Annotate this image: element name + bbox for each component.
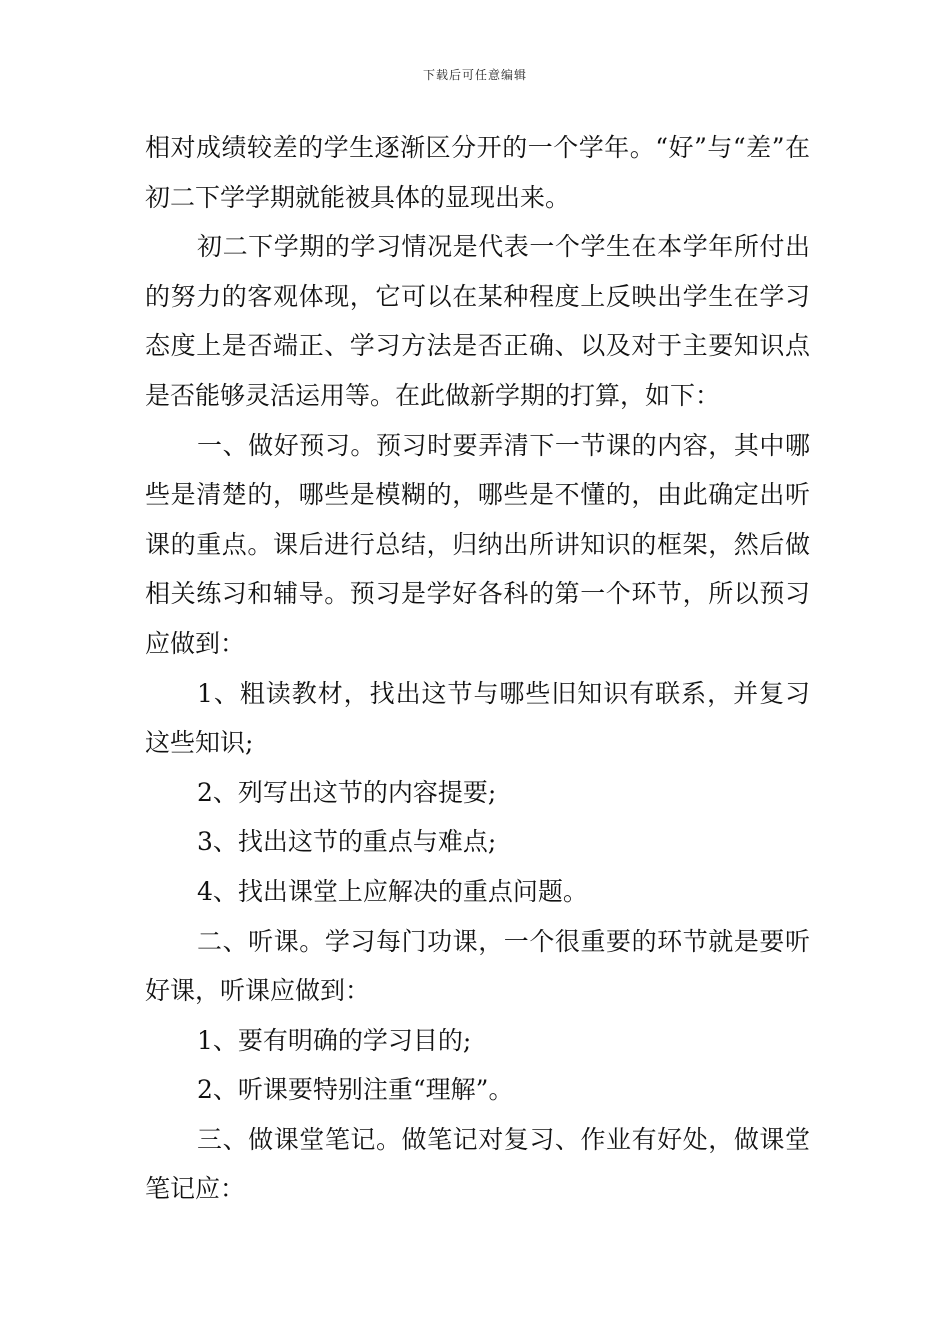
paragraph-section-listening: 二、听课。学习每门功课，一个很重要的环节就是要听好课，听课应做到： [145, 926, 810, 1006]
list-item-preview-4: 4、找出课堂上应解决的重点问题。 [197, 876, 588, 906]
paragraph-section-notes: 三、做课堂笔记。做笔记对复习、作业有好处，做课堂笔记应： [145, 1124, 810, 1204]
list-item-preview-3: 3、找出这节的重点与难点; [197, 827, 497, 857]
list-item-listening-2: 2、听课要特别注重“理解”。 [197, 1075, 514, 1105]
list-item-preview-1: 1、粗读教材，找出这节与哪些旧知识有联系，并复习这些知识; [145, 678, 810, 758]
header-note: 下载后可任意编辑 [422, 68, 527, 82]
paragraph-section-preview: 一、做好预习。预习时要弄清下一节课的内容，其中哪些是清楚的，哪些是模糊的，哪些是不懂的，由此确定出听课的重点。课后进行总结，归纳出所讲知识的框架，然后做相关练习和辅导。预习是学好各科的第一个环节，所以预习应做到： [145, 430, 810, 658]
list-item-listening-1: 1、要有明确的学习目的; [197, 1025, 472, 1055]
paragraph-intro: 初二下学期的学习情况是代表一个学生在本学年所付出的努力的客观体现，它可以在某种程度上反映出学生在学习态度上是否端正、学习方法是否正确、以及对于主要知识点是否能够灵活运用等。在此做新学期的打算，如下： [145, 232, 810, 410]
list-item-preview-2: 2、列写出这节的内容提要; [197, 777, 497, 807]
document-body [145, 123, 810, 1214]
paragraph-continuation: 相对成绩较差的学生逐渐区分开的一个学年。“好”与“差”在初二下学学期就能被具体的显现出来。 [145, 133, 810, 212]
